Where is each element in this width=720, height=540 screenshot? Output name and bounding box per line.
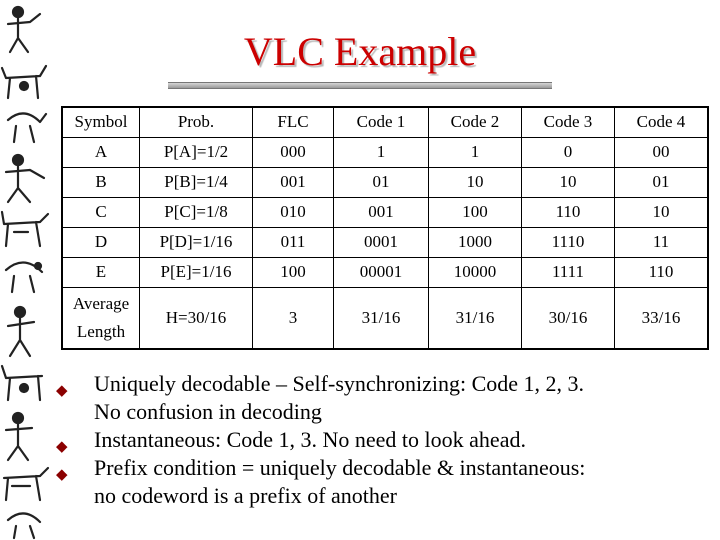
bullet-text-continued: No confusion in decoding: [94, 399, 322, 424]
cell-flc: 011: [253, 227, 334, 257]
bullet-text: Instantaneous: Code 1, 3. No need to look ahead.: [94, 427, 526, 452]
cell-avg-code3: 30/16: [522, 287, 615, 349]
cell-symbol: B: [62, 167, 140, 197]
table-row: [62, 197, 708, 227]
average-length-row: [62, 287, 708, 349]
table-row: [62, 167, 708, 197]
cell-code4: 110: [615, 257, 709, 287]
average-label-line2: Length: [76, 321, 126, 341]
hieroglyph-bird-icon: [6, 262, 42, 292]
cell-code4: 00: [615, 137, 709, 167]
cell-code4: 01: [615, 167, 709, 197]
bullet-item: [54, 426, 694, 454]
hieroglyph-animal-icon: [2, 366, 42, 400]
cell-code3: 1111: [522, 257, 615, 287]
cell-symbol: C: [62, 197, 140, 227]
cell-symbol: D: [62, 227, 140, 257]
cell-code1: 1: [334, 137, 429, 167]
bullet-text: Prefix condition = uniquely decodable & instantaneous:: [94, 455, 586, 480]
diamond-bullet-icon: ◆: [56, 467, 68, 483]
hieroglyph-figure-icon: [6, 155, 44, 202]
header-code1: Code 1: [334, 107, 429, 137]
table-header-row: [62, 107, 708, 137]
hieroglyph-bird-icon: [8, 513, 40, 538]
slide-title: VLC Example: [243, 29, 477, 74]
bullet-item: [54, 454, 694, 510]
header-flc: FLC: [253, 107, 334, 137]
cell-flc: 000: [253, 137, 334, 167]
cell-code3: 0: [522, 137, 615, 167]
hieroglyph-animal-icon: [4, 468, 48, 500]
header-code3: Code 3: [522, 107, 615, 137]
vlc-table: [61, 106, 709, 350]
header-symbol: Symbol: [62, 107, 140, 137]
title-underline: [168, 82, 552, 89]
hieroglyph-figure-icon: [6, 413, 32, 460]
cell-prob: P[A]=1/2: [140, 137, 253, 167]
table-row: [62, 137, 708, 167]
cell-code3: 110: [522, 197, 615, 227]
cell-avg-flc: 3: [253, 287, 334, 349]
hieroglyph-border: [0, 0, 52, 540]
hieroglyph-animal-icon: [2, 212, 48, 246]
cell-code3: 1110: [522, 227, 615, 257]
cell-code2: 10000: [429, 257, 522, 287]
diamond-bullet-icon: ◆: [56, 439, 68, 455]
bullet-text: Uniquely decodable – Self-synchronizing: Code 1, 2, 3.: [94, 371, 585, 396]
average-label-line1: Average: [72, 293, 130, 313]
cell-symbol: A: [62, 137, 140, 167]
cell-prob: P[E]=1/16: [140, 257, 253, 287]
cell-code4: 10: [615, 197, 709, 227]
cell-code2: 10: [429, 167, 522, 197]
table-row: [62, 257, 708, 287]
header-code4: Code 4: [615, 107, 709, 137]
cell-flc: 001: [253, 167, 334, 197]
hieroglyph-bird-icon: [8, 113, 46, 142]
cell-prob: P[B]=1/4: [140, 167, 253, 197]
cell-symbol: E: [62, 257, 140, 287]
cell-flc: 100: [253, 257, 334, 287]
average-length-label: [62, 287, 140, 349]
cell-flc: 010: [253, 197, 334, 227]
cell-code1: 01: [334, 167, 429, 197]
cell-code1: 00001: [334, 257, 429, 287]
cell-prob: P[C]=1/8: [140, 197, 253, 227]
cell-code2: 1: [429, 137, 522, 167]
bullet-item: [54, 370, 694, 426]
bullet-text-continued: no codeword is a prefix of another: [94, 483, 398, 508]
cell-entropy: H=30/16: [140, 287, 253, 349]
cell-code4: 11: [615, 227, 709, 257]
cell-avg-code2: 31/16: [429, 287, 522, 349]
hieroglyph-figure-icon: [8, 307, 34, 356]
diamond-bullet-icon: ◆: [56, 383, 68, 399]
cell-code2: 1000: [429, 227, 522, 257]
cell-avg-code1: 31/16: [334, 287, 429, 349]
cell-code1: 001: [334, 197, 429, 227]
header-code2: Code 2: [429, 107, 522, 137]
header-prob: Prob.: [140, 107, 253, 137]
cell-code3: 10: [522, 167, 615, 197]
cell-code2: 100: [429, 197, 522, 227]
cell-code1: 0001: [334, 227, 429, 257]
bullet-list: [54, 370, 694, 510]
table-row: [62, 227, 708, 257]
cell-avg-code4: 33/16: [615, 287, 709, 349]
cell-prob: P[D]=1/16: [140, 227, 253, 257]
